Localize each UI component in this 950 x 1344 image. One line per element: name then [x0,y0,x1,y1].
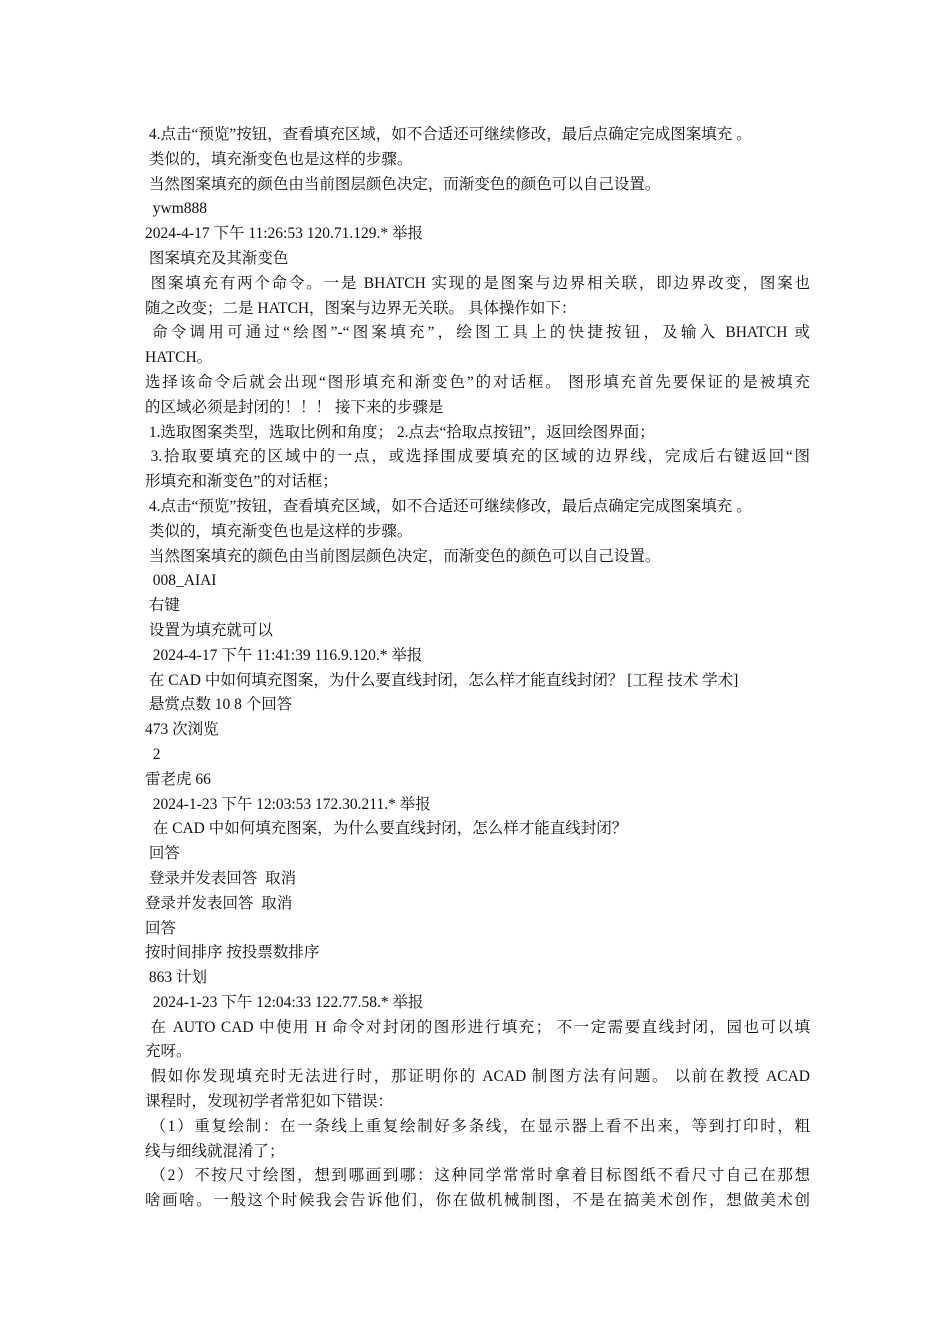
text-line: 悬赏点数 10 8 个回答 [145,696,293,714]
text-line: 啥画啥。一般这个时候我会告诉他们，你在做机械制图，不是在搞美术创作，想做美术创 [145,1192,810,1210]
text-line: 类似的，填充渐变色也是这样的步骤。 [145,522,413,540]
text-line: （2）不按尺寸绘图，想到哪画到哪：这种同学常常时拿着目标图纸不看尺寸自己在那想 [145,1167,810,1185]
text-line: 课程时，发现初学者常犯如下错误： [145,1093,394,1111]
text-line: 2024-1-23 下午 12:03:53 172.30.211.* 举报 [145,795,431,813]
text-line: ywm888 [145,200,207,218]
document-page [145,123,810,1214]
text-line: 2024-1-23 下午 12:04:33 122.77.58.* 举报 [145,993,424,1011]
text-line: 在 AUTO CAD 中使用 H 命令对封闭的图形进行填充； 不一定需要直线封闭，园也可以填 [145,1018,810,1036]
text-line: 473 次浏览 [145,721,219,739]
text-line: 图案填充及其渐变色 [145,249,289,267]
text-line: 4.点击“预览”按钮，查看填充区域，如不合适还可继续修改，最后点确定完成图案填充 。 [145,126,752,143]
text-line: 的区域必须是封闭的！！！ 接下来的步骤是 [145,398,444,416]
text-line: 在 CAD 中如何填充图案，为什么要直线封闭，怎么样才能直线封闭？ [145,820,628,838]
text-line: 在 CAD 中如何填充图案，为什么要直线封闭，怎么样才能直线封闭？ [工程 技术 学术] [145,671,739,689]
text-line: 设置为填充就可以 [145,621,273,639]
text-line: 右键 [145,597,180,615]
text-line: 登录并发表回答 取消 [145,894,293,912]
text-line: 雷老虎 66 [145,770,211,788]
text-line: 2 [145,745,161,763]
text-line: 回答 [145,845,180,863]
text-line: 类似的，填充渐变色也是这样的步骤。 [145,150,413,168]
text-line: 1.选取图案类型，选取比例和角度； 2.点去“拾取点按钮”，返回绘图界面； [145,423,655,441]
text-line: 当然图案填充的颜色由当前图层颜色决定，而渐变色的颜色可以自己设置。 [145,547,661,565]
text-line: 登录并发表回答 取消 [145,869,297,887]
text-line: 回答 [145,919,177,937]
text-line: 图案填充有两个命令。一是 BHATCH 实现的是图案与边界相关联，即边界改变，图案也 [145,274,811,292]
text-line: 008_AIAI [145,572,217,590]
text-line: 充呀。 [145,1043,192,1061]
text-line: 3.拾取要填充的区域中的一点，或选择围成要填充的区域的边界线，完成后右键返回“图 [145,448,811,466]
text-line: HATCH。 [145,349,213,367]
text-line: 2024-4-17 下午 11:26:53 120.71.129.* 举报 [145,225,423,243]
text-line: 形填充和渐变色”的对话框； [145,473,338,491]
text-line: 命令调用可通过“绘图”-“图案填充”，绘图工具上的快捷按钮，及输入 BHATCH 或 [145,324,810,342]
text-line: 线与细线就混淆了； [145,1142,285,1160]
text-line: 当然图案填充的颜色由当前图层颜色决定，而渐变色的颜色可以自己设置。 [145,175,661,193]
text-line: 假如你发现填充时无法进行时，那证明你的 ACAD 制图方法有问题。 以前在教授 ACAD [145,1068,810,1086]
text-line: （1）重复绘制：在一条线上重复绘制好多条线，在显示器上看不出来，等到打印时，粗 [145,1117,810,1135]
text-line: 随之改变；二是 HATCH，图案与边界无关联。 具体操作如下： [145,299,577,317]
text-line: 按时间排序 按投票数排序 [145,944,320,962]
text-line: 2024-4-17 下午 11:41:39 116.9.120.* 举报 [145,646,423,664]
text-line: 863 计划 [145,969,208,987]
text-line: 4.点击“预览”按钮，查看填充区域，如不合适还可继续修改，最后点确定完成图案填充 。 [145,497,752,515]
text-line: 选择该命令后就会出现“图形填充和渐变色”的对话框。 图形填充首先要保证的是被填充 [145,373,810,391]
